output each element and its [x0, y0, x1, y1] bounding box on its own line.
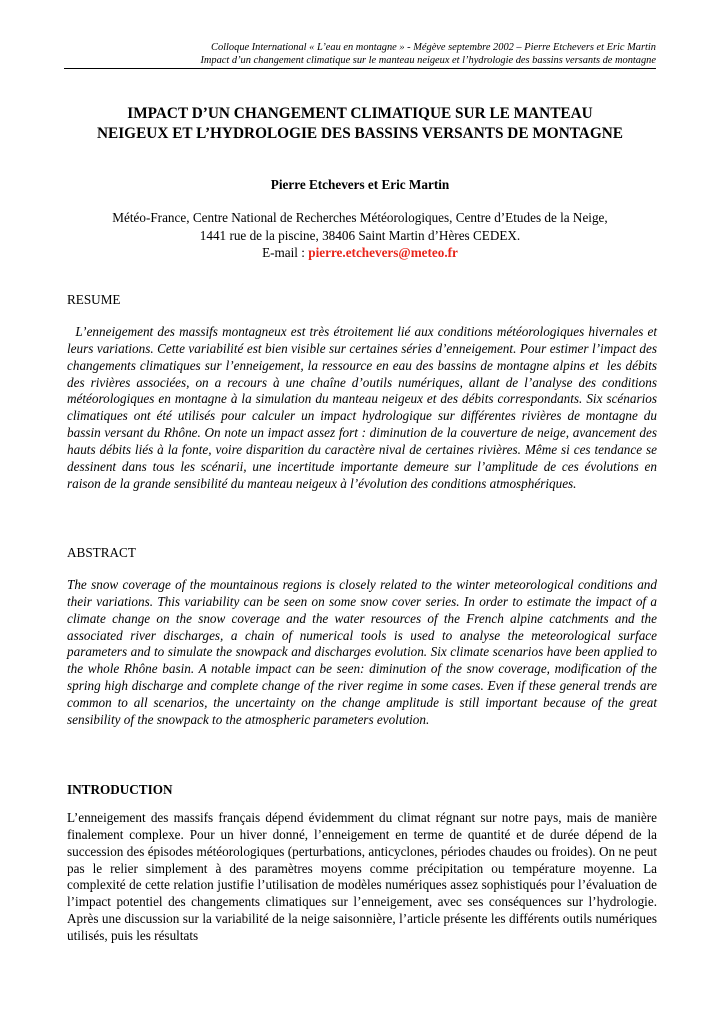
running-header-line-2: Impact d’un changement climatique sur le manteau neigeux et l’hydrologie des bassins versants de montagne [200, 55, 656, 66]
abstract-text: The snow coverage of the mountainous regions is closely related to the winter meteorological conditions and their variations. This variability can be seen on some snow cover series. In order to estimate the impact of a climate change on the snow coverage and the water resources of the French alpine catchments and the associated river discharges, a chain of numerical tools is used to analyse the meteorological surface parameters and to simulate the snowpack and discharges evolution. Six climate scenarios have been applied to the whole Rhône basin. A notable impact can be seen: diminution of the snow coverage, modification of the spring high discharge and complete change of the river regime in some cases. Even if these general trends are common to all scenarios, the uncertainty on the change amplitude is still important because of the great sensibility of the snowpack to the atmospheric parameters evolution. [67, 577, 657, 727]
affiliation-line-1: Météo-France, Centre National de Recherches Météorologiques, Centre d’Etudes de la Neige, [112, 210, 608, 225]
email-link[interactable]: pierre.etchevers@meteo.fr [308, 245, 458, 260]
paper-title [64, 104, 656, 144]
running-header [64, 41, 656, 69]
email-label: E-mail : [262, 245, 309, 260]
email-line [64, 244, 656, 262]
resume-heading: RESUME [67, 292, 121, 307]
abstract-heading: ABSTRACT [67, 545, 136, 560]
introduction-text: L’enneigement des massifs français dépend évidemment du climat régnant sur notre pays, mais de manière finalement complexe. Pour un hiver donné, l’enneigement en terme de quantité et de durée dépend de la succession des épisodes météorologiques (perturbations, anticyclones, périodes chaudes ou froides). On ne peut pas le relier simplement à des paramètres moyens comme précipitation ou température moyenne. La complexité de cette relation justifie l’utilisation de modèles numériques assez sophistiqués pour l’évaluation de l’impact potentiel des changements climatiques sur l’enneigement, avec ses conséquences sur l’hydrologie. Après une discussion sur la variabilité de la neige saisonnière, l’article présente les différents outils numériques utilisés, puis les résultats [67, 810, 657, 943]
running-header-line-1: Colloque International « L’eau en montagne » - Mégève septembre 2002 – Pierre Etchevers et Eric Martin [211, 42, 656, 53]
introduction-heading: INTRODUCTION [67, 782, 173, 797]
author-names: Pierre Etchevers et Eric Martin [270, 177, 450, 192]
affiliation-line-2: 1441 rue de la piscine, 38406 Saint Martin d’Hères CEDEX. [199, 227, 521, 243]
paper-title-line-1: IMPACT D’UN CHANGEMENT CLIMATIQUE SUR LE MANTEAU [127, 105, 593, 122]
resume-text: L’enneigement des massifs montagneux est très étroitement lié aux conditions météorologiques hivernales et leurs variations. Cette variabilité est bien visible sur certaines séries d’enneigement. Pour estimer l’impact des changements climatiques sur l’enneigement, la ressource en eau des bassins de montagne alpins et les débits des rivières associées, on a recours à une chaîne d’outils numériques, allant de l’analyse des conditions météorologiques en montagne à la simulation du manteau neigeux et des débits correspondants. Six scénarios climatiques ont été utilisés pour calculer un impact hydrologique sur différentes rivières de montagne du bassin versant du Rhône. On note un impact assez fort : diminution de la couverture de neige, avancement des hauts débits liés à la fonte, voire disparition du caractère nival de certaines rivières. Même si ces tendance se dessinent dans tous les scénarii, une incertitude importante demeure sur l’amplitude de ces évolutions en raison de la grande sensibilité du manteau neigeux à l’évolution des conditions atmosphériques. [67, 324, 661, 491]
paper-title-line-2: NEIGEUX ET L’HYDROLOGIE DES BASSINS VERSANTS DE MONTAGNE [96, 125, 624, 142]
affiliation-block [64, 209, 656, 262]
